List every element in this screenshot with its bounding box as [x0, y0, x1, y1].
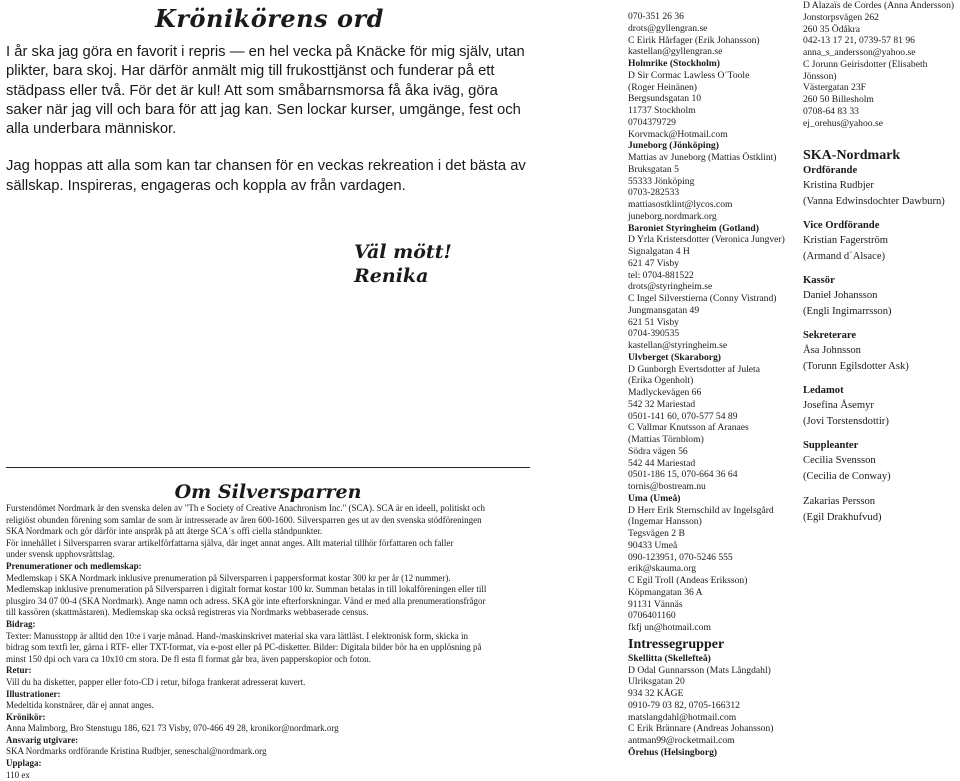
about-section-line: Medlemskap i SKA Nordmark inklusive prenumeration på Silversparren i pappersformat kostar 300 kr per år (12 nummer). — [6, 572, 451, 583]
contact-line: Södra vägen 56 — [628, 445, 688, 457]
board-list — [803, 164, 960, 525]
about-section-line: Anna Malmborg, Bro Stenstugu 186, 621 73 Visby, 070-466 49 28, kronikor@nordmark.org — [6, 723, 339, 734]
contact-line: C Eirik Hårfager (Erik Johansson) — [628, 34, 760, 46]
contact-line: 11737 Stockholm — [628, 105, 696, 116]
section-heading: Intressegrupper — [628, 636, 725, 652]
editorial-column — [6, 0, 533, 196]
contact-line: (Roger Heinänen) — [628, 81, 697, 93]
group-name: Holmrike (Stockholm) — [628, 58, 720, 69]
member-alias: (Cecilia de Conway) — [803, 470, 891, 482]
contact-line: D Sir Cormac Lawless O´Toole — [628, 69, 750, 81]
directory-column-right — [803, 0, 960, 525]
member-name: Zakarias Persson — [803, 496, 876, 508]
contact-line: C Ingel Silverstierna (Conny Vistrand) — [628, 293, 777, 304]
contact-line: 0501-141 60, 070-577 54 89 — [628, 410, 738, 422]
editorial-title: Krönikörens ord — [155, 4, 384, 33]
contact-line: 621 51 Visby — [628, 316, 679, 328]
contact-line: kastellan@styringheim.se — [628, 340, 728, 351]
about-section-heading: Ansvarig utgivare: — [6, 734, 79, 745]
about-section-line: Medeltida konstnärer, där ej annat anges. — [6, 700, 154, 711]
about-section-line: Medlemskap inklusive prenumeration på Silversparren i digitalt format kostar 100 kr. Summan betalas in till lokalföreningen eller till — [6, 584, 487, 595]
group-name: Uma (Umeå) — [628, 492, 681, 504]
board-member — [803, 494, 960, 525]
board-member — [803, 329, 960, 374]
about-section-heading: Illustrationer: — [6, 688, 61, 699]
contact-line: 042-13 17 21, 0739-57 81 96 — [803, 35, 915, 47]
contact-line: C Egil Troll (Andeas Eriksson) — [628, 575, 748, 586]
about-line: under svensk upphovsrättslag. — [6, 549, 115, 560]
member-alias: (Vanna Edwinsdochter Dawburn) — [803, 195, 945, 207]
about-line: För innehållet i Silversparren svarar artikelförfattarna själva, där inget annat anges. Allt material tillhör författaren och faller — [6, 537, 454, 548]
about-section-line: Vill du ha disketter, papper eller foto-CD i retur, bifoga frankerat adresserat kuvert. — [6, 676, 306, 687]
contact-line: 0704-390535 — [628, 328, 680, 340]
member-name: Daniel Johansson — [803, 290, 878, 302]
group-name: Baroniet Styringheim (Gotland) — [628, 222, 759, 234]
board-role: Sekreterare — [803, 330, 857, 342]
section-divider — [6, 467, 530, 468]
contact-line: Västergatan 23F — [803, 82, 866, 94]
contact-line: 90433 Umeå — [628, 539, 678, 551]
contact-line: D Yrla Kristersdotter (Veronica Jungver) — [628, 234, 785, 246]
about-line: SKA Nordmark och gör därför inte anspråk på att återge SCA´s offi ciella ståndpunkter. — [6, 526, 323, 537]
contact-line: mattiasostklint@lycos.com — [628, 199, 733, 210]
board-member — [803, 384, 960, 429]
contact-line: Bruksgatan 5 — [628, 163, 679, 175]
contact-line: 260 50 Billesholm — [803, 94, 874, 105]
contact-line: Jonstorpsvägen 262 — [803, 11, 879, 23]
contact-line: Signalgatan 4 H — [628, 246, 690, 257]
contact-line: Bergsundsgatan 10 — [628, 93, 702, 105]
contact-line: tornis@bostream.nu — [628, 481, 706, 492]
contact-line: C Erik Brännare (Andreas Johansson) — [628, 723, 774, 735]
about-section-heading: Krönikör: — [6, 711, 46, 722]
contact-line: Köpmangatan 36 A — [628, 586, 703, 598]
editorial-paragraph-1: I år ska jag göra en favorit i repris — en hel vecka på Knäcke för mig själv, utan plikter, bara skoj. Har därför anmält mig till frukosttjänst och funderar på ett städpass eller två. För det är kul! Att som småbarnsmorsa få åka iväg, göra saker när jag vill och bara för att jag kan. Sen lockar kurser, umgänge, fest och alla underbara människor. — [6, 44, 525, 138]
about-section-line: bidrag som textfi ler, gärna i RTF- eller TXT-format, via e-post eller på PC-disketter. Bilder: Digitala bilder bör ha en upplösning på — [6, 642, 482, 653]
board-role: Kassör — [803, 275, 835, 287]
about-section-line: SKA Nordmarks ordförande Kristina Rudbjer, seneschal@nordmark.org — [6, 746, 267, 757]
about-section-line: plusgiro 34 07 00-4 (SKA Nordmark). Ange namn och adress. SKA gör inte efterforskningar. Vänd er med alla prenumerationsfrågor — [6, 595, 486, 606]
member-name: Kristian Fagerström — [803, 235, 889, 247]
contact-line: drots@gyllengran.se — [628, 22, 708, 34]
contact-line: (Erika Ogenholt) — [628, 375, 694, 387]
contact-line: drots@styringheim.se — [628, 281, 713, 293]
signature-name: Renika — [354, 265, 429, 287]
contact-line: D Herr Erik Sternschild av Ingelsgård — [628, 504, 774, 516]
contact-line: 0703-282533 — [628, 187, 680, 199]
contact-line: ej_orehus@yahoo.se — [803, 117, 883, 129]
group-name: Juneborg (Jönköping) — [628, 140, 719, 152]
contact-line: 0501-186 15, 070-664 36 64 — [628, 469, 738, 481]
contact-line: 934 32 KÅGE — [628, 688, 684, 699]
group-name: Örehus (Helsingborg) — [628, 746, 718, 758]
member-alias: (Torunn Egilsdotter Ask) — [803, 360, 909, 372]
about-section-heading: Prenumerationer och medlemskap: — [6, 560, 142, 571]
contact-line: 0708-64 83 33 — [803, 105, 859, 117]
board-role: Ledamot — [803, 385, 844, 397]
about-section-heading: Bidrag: — [6, 618, 36, 629]
about-title: Om Silversparren — [174, 481, 362, 503]
board-role: Ordförande — [803, 165, 858, 177]
member-name: Josefina Åsemyr — [803, 400, 874, 412]
about-line: religiöst obunden förening som samlar de som är intresserade av åren 600-1600. Silversparren ges ut av den svenska stödföreningen — [6, 514, 482, 525]
contact-line: Tegsvägen 2 B — [628, 528, 685, 539]
contact-line: (Ingemar Hansson) — [628, 516, 702, 528]
contact-line: (Mattias Törnblom) — [628, 434, 704, 445]
contact-line: D Alazaïs de Cordes (Anna Andersson) — [803, 0, 955, 11]
greeting-line: Väl mött! — [354, 241, 452, 263]
contact-line: erik@skauma.org — [628, 563, 697, 575]
member-name: Cecilia Svensson — [803, 455, 876, 467]
group-name: Ulvberget (Skaraborg) — [628, 351, 721, 363]
about-section-line: Texter: Manusstopp är alltid den 10:e i varje månad. Hand-/maskinskrivet material ska vara lättläst. I elektronisk form, skicka in — [6, 630, 468, 641]
contact-line: 91131 Vännäs — [628, 598, 683, 610]
board-role: Vice Ordförande — [803, 220, 880, 232]
about-section-line: minst 150 dpi och vara ca 10x10 cm stora. De fl esta fl format går bra, även papperskopior och foton. — [6, 653, 371, 664]
contact-line: C Vallmar Knutsson af Aranaes — [628, 422, 749, 434]
contact-line: Jungmansgatan 49 — [628, 304, 700, 316]
contact-line: 542 32 Mariestad — [628, 398, 696, 410]
about-section-heading: Retur: — [6, 665, 32, 676]
board-member — [803, 219, 960, 264]
contact-line: 0706401160 — [628, 610, 676, 622]
about-section-heading: Upplaga: — [6, 758, 42, 769]
group-name: Skellitta (Skellefteå) — [628, 652, 711, 664]
about-line: Furstendömet Nordmark är den svenska delen av "Th e Society of Creative Anachronism Inc." (SCA). SCA är en ideell, politiskt och — [6, 503, 485, 513]
board-role: Suppleanter — [803, 440, 859, 452]
contact-line: D Gunborgh Evertsdotter af Juleta — [628, 363, 760, 375]
contact-line: D Odal Gunnarsson (Mats Långdahl) — [628, 664, 771, 676]
contact-line: 0910-79 03 82, 0705-166312 — [628, 699, 740, 711]
member-name: Åsa Johnsson — [803, 345, 861, 357]
editorial-paragraph-2: Jag hoppas att alla som kan tar chansen för en veckas rekreation i det bästa av sällskap. Inspireras, engageras och koppla av från vardagen. — [6, 158, 526, 194]
contact-line: 542 44 Mariestad — [628, 457, 696, 469]
board-member — [803, 439, 960, 484]
board-member — [803, 164, 960, 209]
about-text-block — [6, 503, 533, 781]
contact-line: tel: 0704-881522 — [628, 269, 694, 281]
contact-line: Ulriksgatan 20 — [628, 676, 685, 688]
contact-line: 621 47 Visby — [628, 257, 679, 269]
contact-line: fkfj un@hotmail.com — [628, 622, 711, 633]
contact-line: C Jorunn Geirisdotter (Elisabeth — [803, 58, 928, 70]
contact-line: 260 35 Ödåkra — [803, 23, 861, 35]
about-section-line: till kassören (skattmästaren). Medlemskap ska också registreras via Nordmarks webbaserade census. — [6, 607, 369, 618]
contact-line: 070-351 26 36 — [628, 11, 684, 22]
about-section-line: 110 ex — [6, 769, 30, 780]
member-alias: (Engli Ingimarrsson) — [803, 305, 892, 317]
contact-line: 0704379729 — [628, 116, 676, 128]
contact-line: matslangdahl@hotmail.com — [628, 711, 737, 723]
member-alias: (Egil Drakhufvud) — [803, 511, 882, 523]
contact-line: kastellan@gyllengran.se — [628, 46, 723, 58]
contact-line: Korvmack@Hotmail.com — [628, 128, 728, 140]
contact-line: antman99@rocketmail.com — [628, 735, 735, 746]
member-alias: (Jovi Torstensdottir) — [803, 415, 889, 427]
editorial-signoff — [354, 240, 452, 288]
contact-line: anna_s_andersson@yahoo.se — [803, 47, 916, 58]
contact-line: Mattias av Juneborg (Mattias Östklint) — [628, 152, 777, 163]
contact-line: Jönsson) — [803, 70, 837, 82]
board-heading: SKA-Nordmark — [803, 148, 901, 164]
contact-line: Madlyckevägen 66 — [628, 387, 702, 398]
contact-line: 090-123951, 070-5246 555 — [628, 551, 733, 563]
contact-line: juneborg.nordmark.org — [628, 210, 717, 222]
member-name: Kristina Rudbjer — [803, 180, 874, 192]
directory-column-middle — [628, 11, 798, 759]
contact-line: 55333 Jönköping — [628, 175, 695, 187]
orehus-contacts — [803, 0, 960, 129]
board-member — [803, 274, 960, 319]
member-alias: (Armand d´Alsace) — [803, 250, 886, 262]
